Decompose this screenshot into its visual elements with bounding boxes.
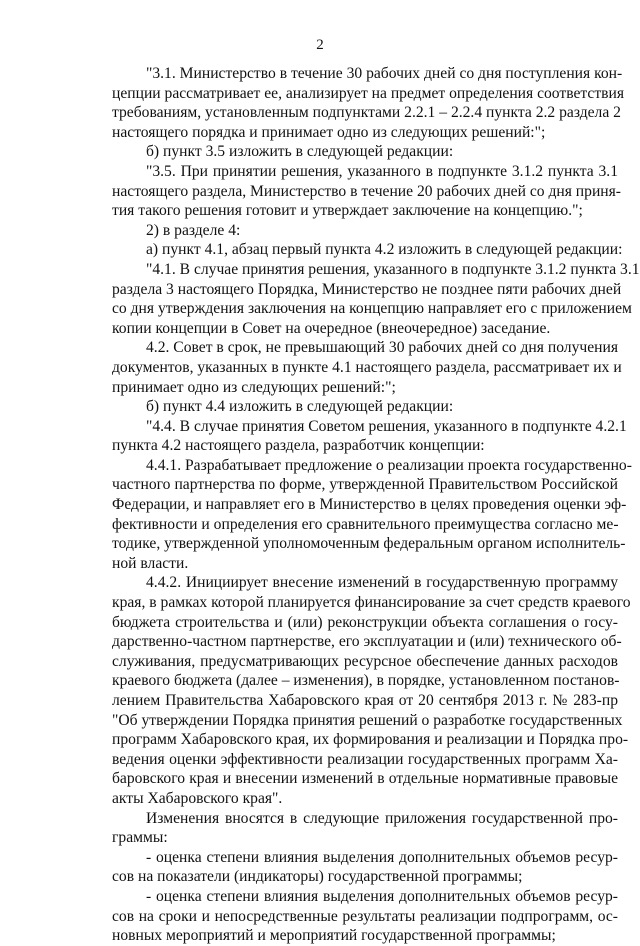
text-line: "Об утверждении Порядка принятия решений о разработке государственных	[112, 711, 623, 729]
text-line: акты Хабаровского края".	[112, 789, 283, 807]
page-number: 2	[316, 37, 324, 53]
text-line: бюджета строительства и (или) реконструкции объекта соглашения о госу-	[112, 613, 618, 631]
text-line: - оценка степени влияния выделения дополнительных объемов ресур-	[146, 848, 618, 866]
text-line: раздела 3 настоящего Порядка, Министерство не позднее пяти рабочих дней	[112, 280, 622, 298]
text-line: тодике, утвержденной уполномоченным федеральным органом исполнитель-	[112, 535, 626, 553]
text-line: граммы:	[112, 829, 168, 847]
text-line: а) пункт 4.1, абзац первый пункта 4.2 изложить в следующей редакции:	[146, 241, 623, 259]
document-body	[112, 64, 640, 946]
text-line: сов на показатели (индикаторы) государственной программы;	[112, 868, 523, 886]
text-line: дарственно-частном партнерстве, его эксплуатации и (или) технического об-	[112, 633, 622, 651]
text-line: фективности и определения его сравнительного преимущества согласно ме-	[112, 515, 619, 533]
text-line: служивания, предусматривающих ресурсное обеспечение данных расходов	[112, 652, 618, 670]
text-line: - оценка степени влияния выделения дополнительных объемов ресур-	[146, 887, 618, 905]
text-line: края, в рамках которой планируется финансирование за счет средств краевого	[112, 594, 631, 612]
text-line: цепции рассматривает ее, анализирует на предмет определения соответствия	[112, 84, 625, 102]
text-line: настоящего порядка и принимает одно из следующих решений:";	[112, 123, 546, 141]
text-line: настоящего раздела, Министерство в течение 20 рабочих дней со дня приня-	[112, 182, 622, 200]
text-line: документов, указанных в пункте 4.1 настоящего раздела, рассматривает их и	[112, 358, 622, 376]
text-line: новных мероприятий и мероприятий государственной программы;	[112, 927, 556, 945]
text-line: 2) в разделе 4:	[146, 221, 241, 239]
text-line: принимает одно из следующих решений:";	[112, 378, 396, 396]
text-line: б) пункт 4.4 изложить в следующей редакции:	[146, 398, 454, 416]
text-line: ведения оценки эффективности реализации государственных программ Ха-	[112, 750, 618, 768]
text-line: краевого бюджета (далее – изменения), в порядке, установленном постанов-	[112, 672, 620, 690]
text-line: "4.1. В случае принятия решения, указанного в подпункте 3.1.2 пункта 3.1	[146, 260, 640, 278]
text-line: 4.4.2. Инициирует внесение изменений в государственную программу	[146, 574, 618, 592]
text-line: со дня утверждения заключения на концепцию направляет его с приложением	[112, 300, 632, 318]
text-line: копии концепции в Совет на очередное (внеочередное) заседание.	[112, 319, 551, 337]
text-line: "4.4. В случае принятия Советом решения, указанного в подпункте 4.2.1	[146, 417, 627, 435]
text-line: 4.2. Совет в срок, не превышающий 30 рабочих дней со дня получения	[146, 339, 618, 357]
text-line: тия такого решения готовит и утверждает заключение на концепцию.";	[112, 202, 583, 220]
text-line: сов на сроки и непосредственные результаты реализации подпрограмм, ос-	[112, 907, 618, 925]
text-line: "3.5. При принятии решения, указанного в подпункте 3.1.2 пункта 3.1	[146, 162, 618, 180]
text-line: Федерации, и направляет его в Министерство в целях проведения оценки эф-	[112, 496, 627, 514]
text-line: требованиям, установленным подпунктами 2.2.1 – 2.2.4 пункта 2.2 раздела 2	[112, 104, 621, 122]
text-line: "3.1. Министерство в течение 30 рабочих дней со дня поступления кон-	[146, 65, 623, 82]
text-line: баровского края и внесении изменений в отдельные нормативные правовые	[112, 770, 618, 788]
text-line: частного партнерства по форме, утвержденной Правительством Российской	[112, 476, 618, 494]
text-line: лением Правительства Хабаровского края от 20 сентября 2013 г. № 283-пр	[112, 692, 618, 709]
text-line: б) пункт 3.5 изложить в следующей редакции:	[146, 143, 454, 161]
text-line: 4.4.1. Разрабатывает предложение о реализации проекта государственно-	[146, 456, 632, 474]
text-line: пункта 4.2 настоящего раздела, разработчик концепции:	[112, 437, 485, 455]
text-line: ной власти.	[112, 554, 189, 572]
text-line: программ Хабаровского края, их формирования и реализации и Порядка про-	[112, 731, 629, 749]
text-line: Изменения вносятся в следующие приложения государственной про-	[146, 809, 618, 827]
